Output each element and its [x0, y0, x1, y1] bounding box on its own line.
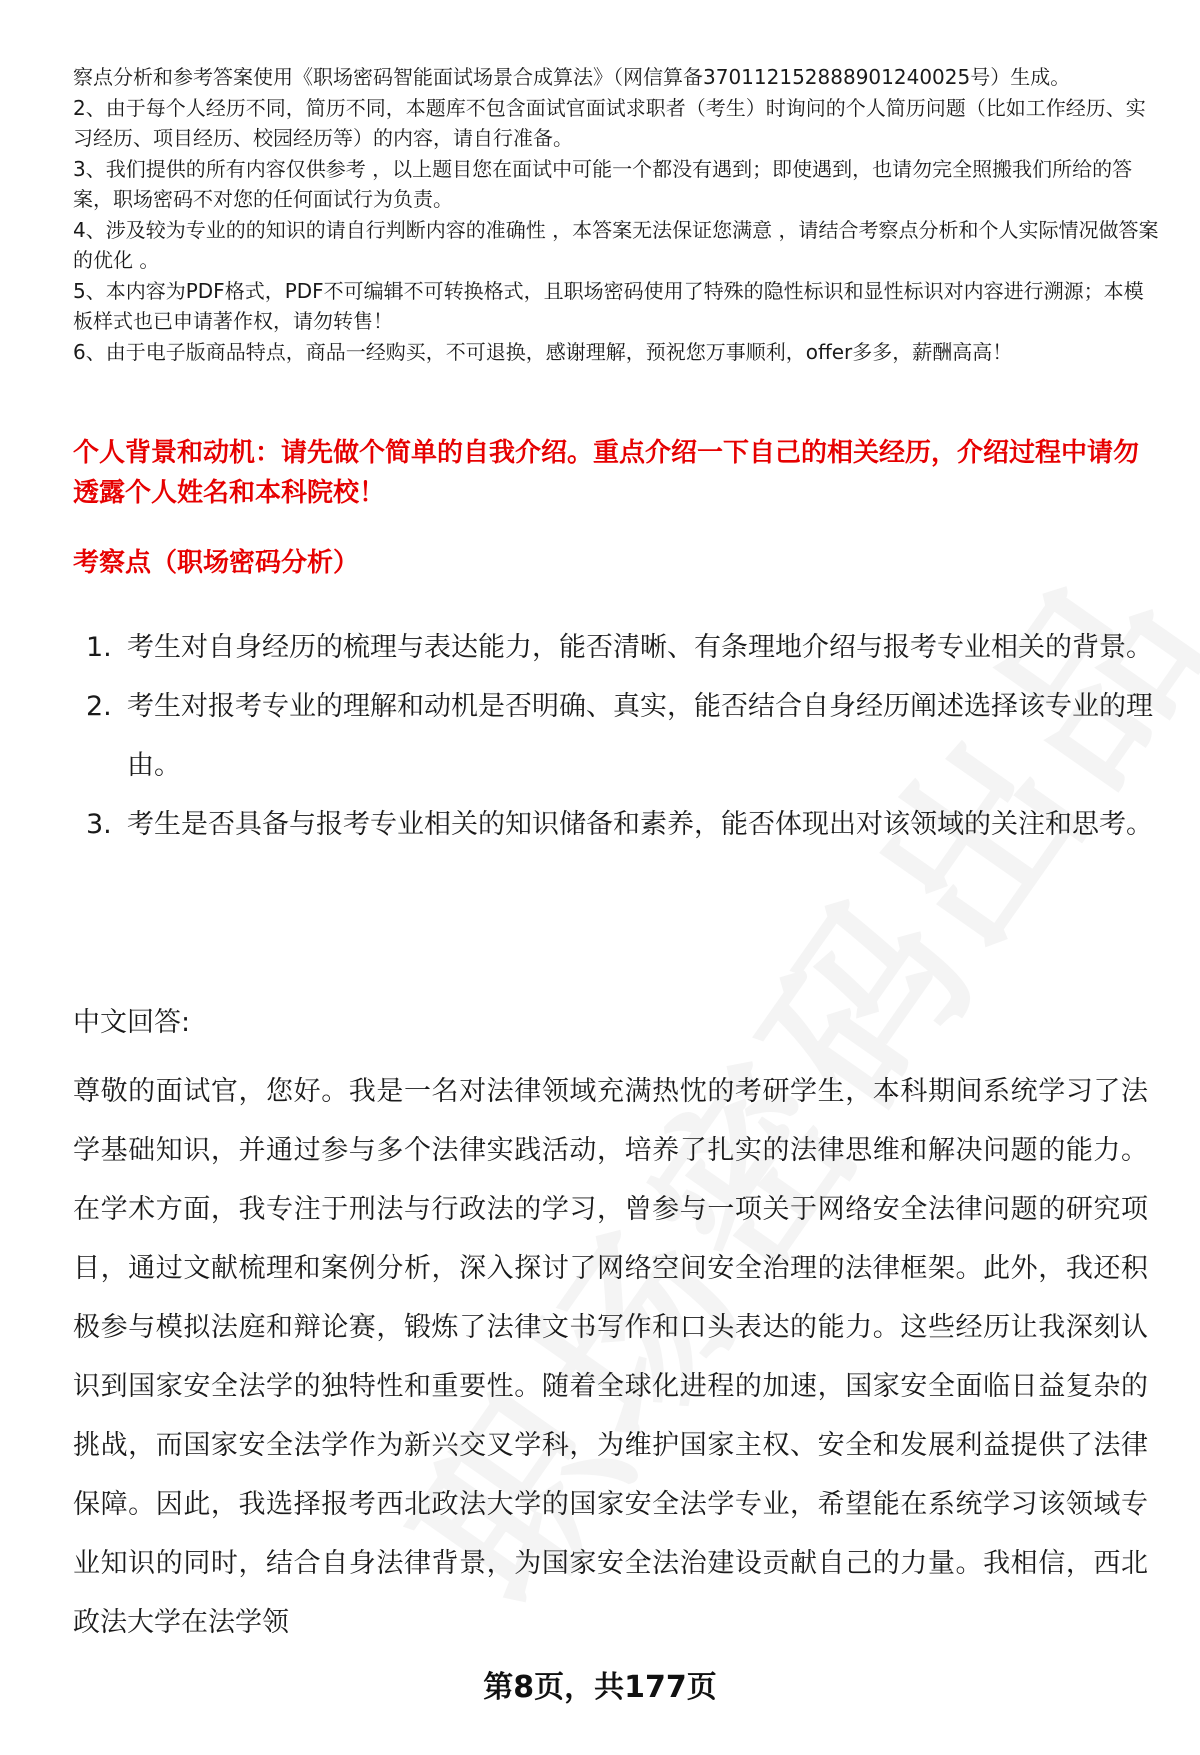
- answer-body: 尊敬的面试官，您好。我是一名对法律领域充满热忱的考研学生，本科期间系统学习了法学基础知识，并通过参与多个法律实践活动，培养了扎实的法律思维和解决问题的能力。在学术方面，我专注于刑法与行政法的学习，曾参与一项关于网络安全法律问题的研究项目，通过文献梳理和案例分析，深入探讨了网络空间安全治理的法律框架。此外，我还积极参与模拟法庭和辩论赛，锻炼了法律文书写作和口头表达的能力。这些经历让我深刻认识到国家安全法学的独特性和重要性。随着全球化进程的加速，国家安全面临日益复杂的挑战，而国家安全法学作为新兴交叉学科，为维护国家主权、安全和发展利益提供了法律保障。因此，我选择报考西北政法大学的国家安全法学专业，希望能在系统学习该领域专业知识的同时，结合自身法律背景，为国家安全法治建设贡献自己的力量。我相信，西北政法大学在法学领: [73, 1076, 1148, 1638]
- note-item: 4、涉及较为专业的的知识的请自行判断内容的准确性 ，本答案无法保证您满意 ，请结合考察点分析和个人实际情况做答案的优化 。: [73, 217, 1159, 272]
- analysis-point: [73, 795, 1153, 854]
- note-item: 3、我们提供的所有内容仅供参考 ，以上题目您在面试中可能一个都没有遇到；即使遇到，也请勿完全照搬我们所给的答案，职场密码不对您的任何面试行为负责。: [73, 156, 1133, 211]
- note-item: 2、由于每个人经历不同，简历不同，本题库不包含面试官面试求职者（考生）时询问的个人简历问题（比如工作经历、实习经历、项目经历、校园经历等）的内容，请自行准备。: [73, 95, 1146, 150]
- page-footer: 第8页，共177页: [483, 1670, 717, 1705]
- analysis-points: [73, 618, 1153, 854]
- note-item: 6、由于电子版商品特点，商品一经购买，不可退换，感谢理解，预祝您万事顺利，offer多多，薪酬高高！: [73, 339, 1013, 364]
- point-text: 考生是否具备与报考专业相关的知识储备和素养，能否体现出对该领域的关注和思考。: [127, 809, 1153, 840]
- analysis-point: [73, 618, 1153, 677]
- point-number: 2.: [86, 691, 112, 722]
- point-number: 3.: [86, 809, 112, 840]
- answer-label: 中文回答:: [73, 1007, 191, 1038]
- note-item: 5、本内容为PDF格式，PDF不可编辑不可转换格式，且职场密码使用了特殊的隐性标识和显性标识对内容进行溯源；本模板样式也已申请著作权，请勿转售！: [73, 278, 1144, 333]
- analysis-heading: 考察点（职场密码分析）: [73, 548, 360, 578]
- point-text: 考生对报考专业的理解和动机是否明确、真实，能否结合自身经历阐述选择该专业的理由。: [127, 691, 1153, 781]
- point-number: 1.: [86, 632, 112, 663]
- analysis-point: [73, 677, 1153, 795]
- disclaimer-notes: [73, 62, 1163, 367]
- note-item: 察点分析和参考答案使用《职场密码智能面试场景合成算法》（网信算备370112152888901240025号）生成。: [73, 65, 1071, 89]
- question-heading: 个人背景和动机：请先做个简单的自我介绍。重点介绍一下自己的相关经历，介绍过程中请勿透露个人姓名和本科院校！: [73, 438, 1140, 508]
- point-text: 考生对自身经历的梳理与表达能力，能否清晰、有条理地介绍与报考专业相关的背景。: [127, 632, 1153, 663]
